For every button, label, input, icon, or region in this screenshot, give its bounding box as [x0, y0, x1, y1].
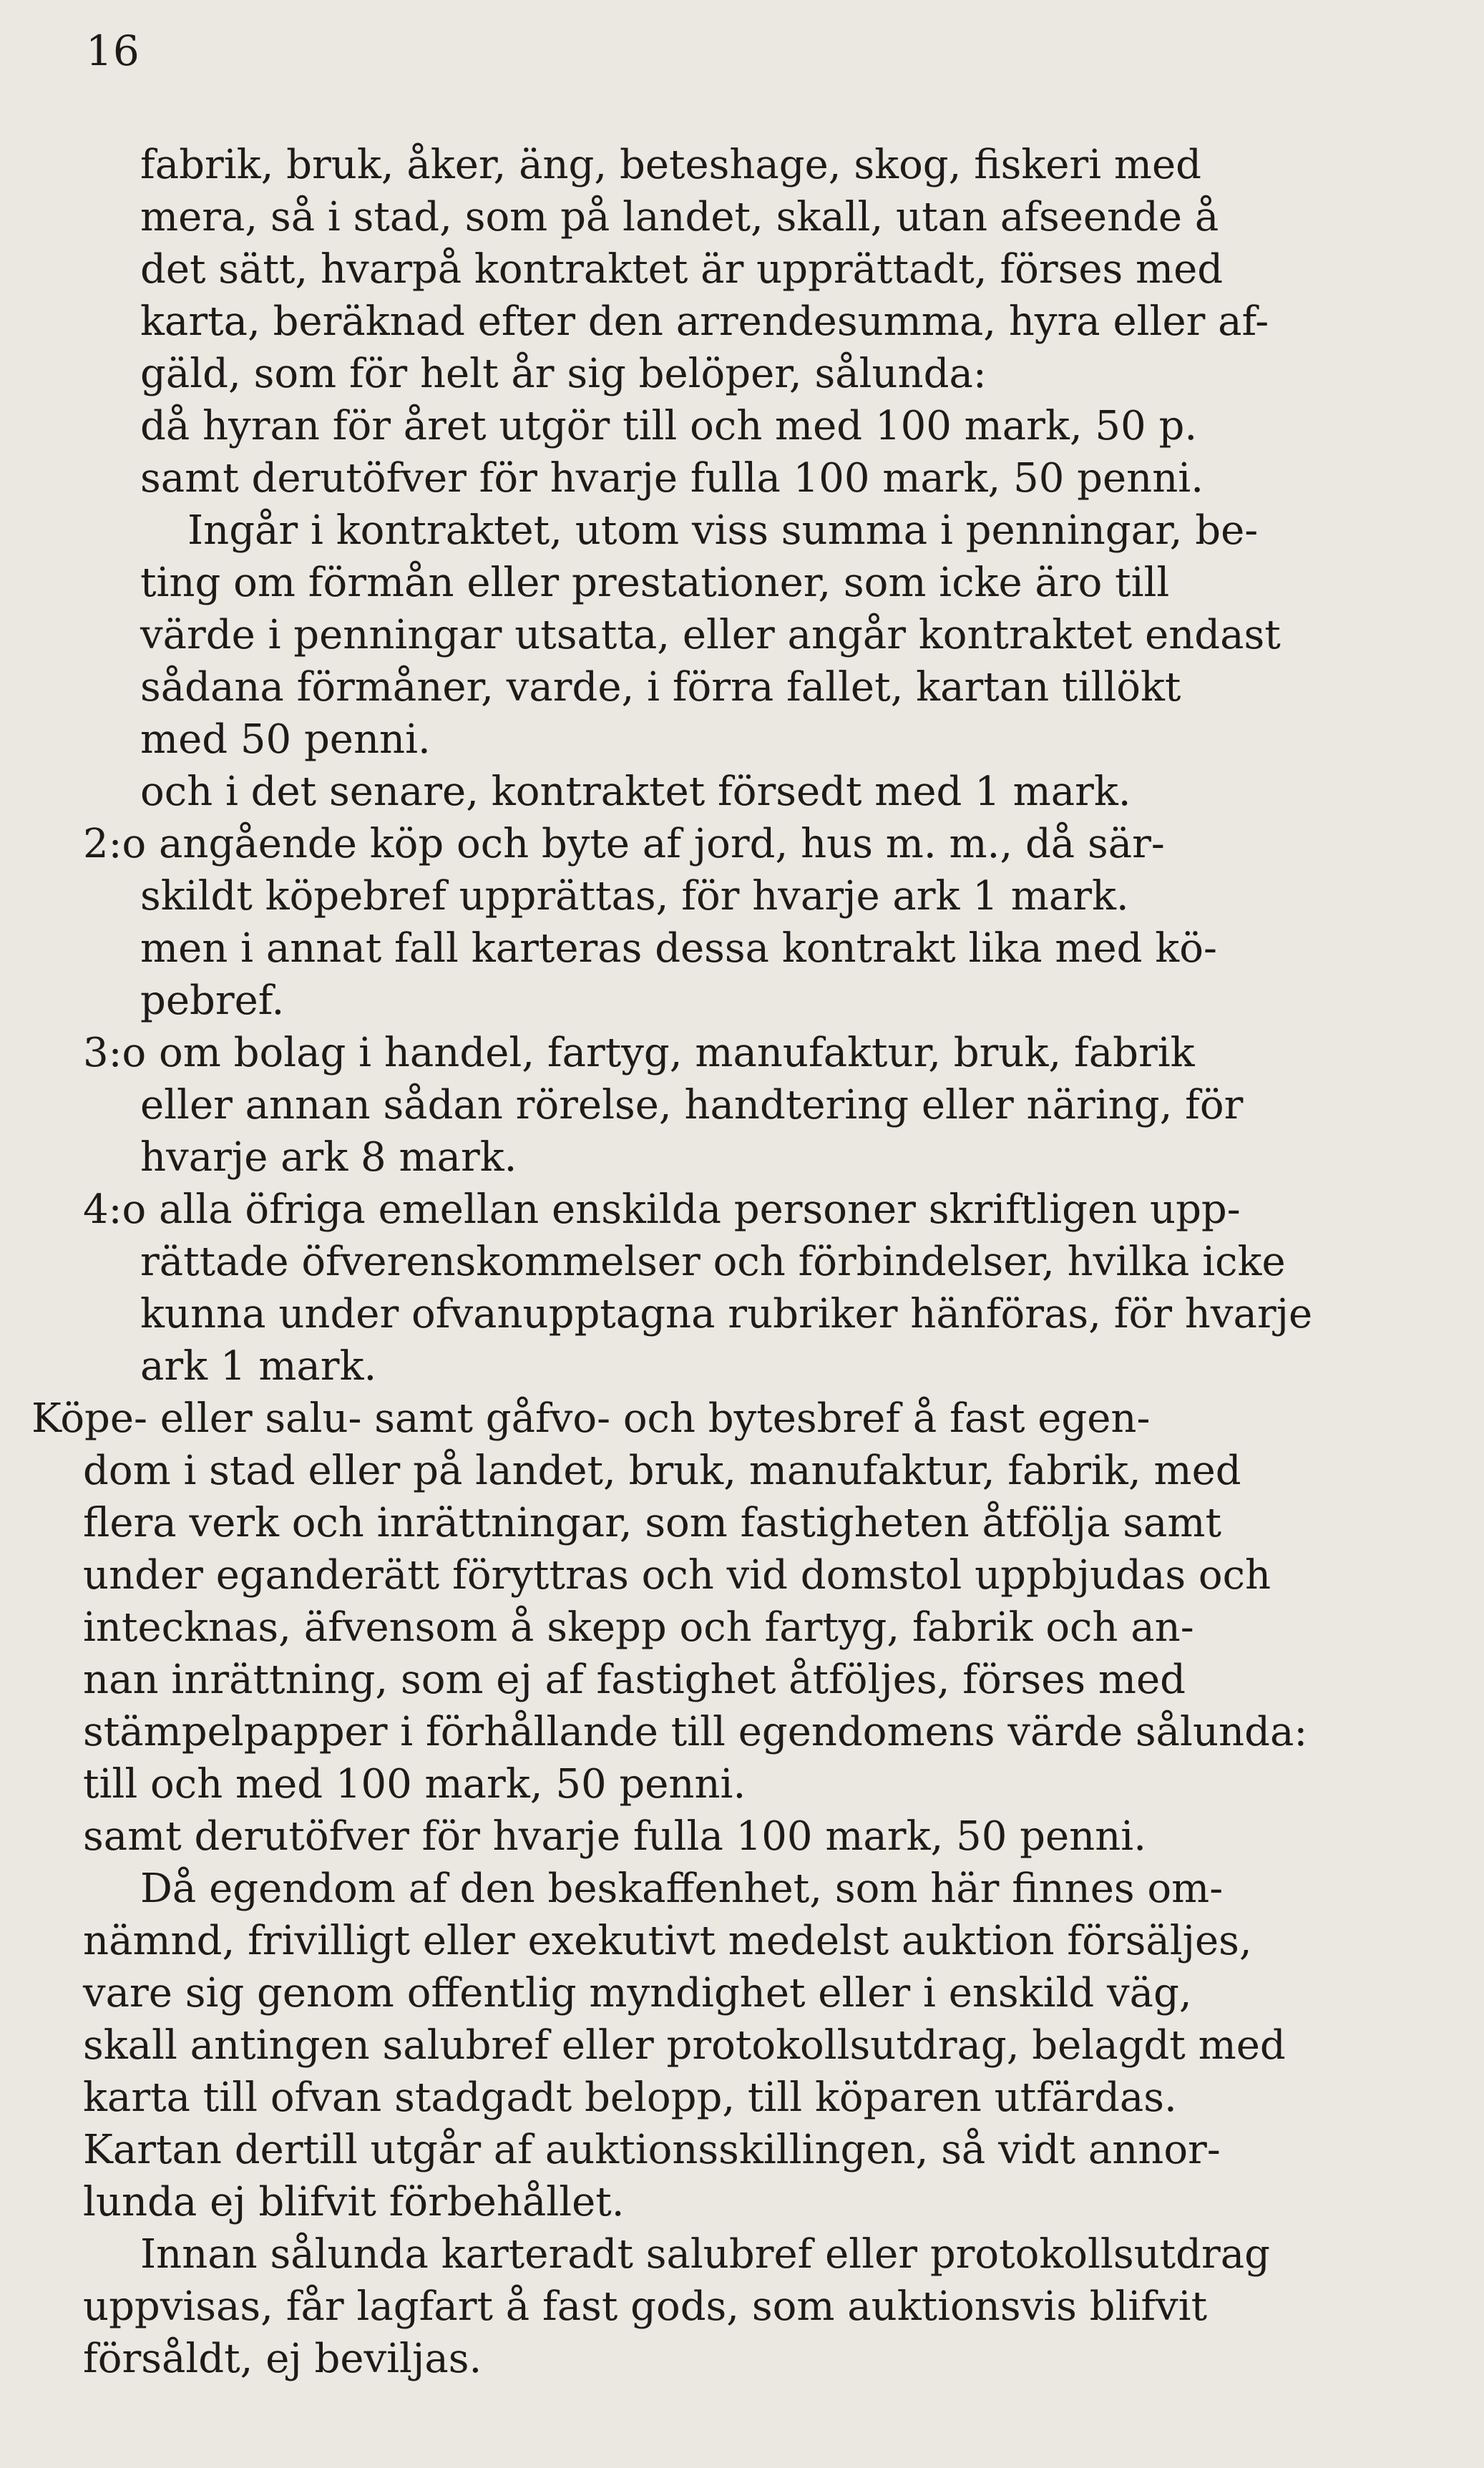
text-line: rättade öfverenskommelser och förbindelser, hvilka icke [140, 1239, 1286, 1285]
text-line: Kartan dertill utgår af auktionsskillingen, så vidt annor- [83, 2127, 1221, 2173]
text-line: värde i penningar utsatta, eller angår kontraktet endast [140, 612, 1281, 658]
text-line: nan inrättning, som ej af fastighet åtföljes, förses med [83, 1657, 1186, 1703]
text-line: samt derutöfver för hvarje fulla 100 mark, 50 penni. [140, 455, 1204, 502]
text-line: vare sig genom offentlig myndighet eller i enskild väg, [83, 1970, 1192, 2016]
text-line: karta till ofvan stadgadt belopp, till köparen utfärdas. [83, 2074, 1177, 2121]
text-line: stämpelpapper i förhållande till egendomens värde sålunda: [83, 1709, 1308, 1755]
text-line: flera verk och inrättningar, som fastigheten åtfölja samt [83, 1500, 1222, 1546]
text-line: kunna under ofvanupptagna rubriker hänföras, för hvarje [140, 1291, 1313, 1337]
text-line: sådana förmåner, varde, i förra fallet, kartan tillökt [140, 664, 1181, 711]
text-line: ting om förmån eller prestationer, som icke äro till [140, 560, 1170, 606]
text-line: nämnd, frivilligt eller exekutivt medelst auktion försäljes, [83, 1918, 1252, 1964]
text-line: intecknas, äfvensom å skepp och fartyg, fabrik och an- [83, 1604, 1194, 1651]
text-line: 4:o alla öfriga emellan enskilda personer skriftligen upp- [83, 1186, 1241, 1233]
text-line: Ingår i kontraktet, utom viss summa i penningar, be- [187, 507, 1259, 554]
text-line: Då egendom af den beskaffenhet, som här finnes om- [140, 1865, 1224, 1912]
text-line: men i annat fall karteras dessa kontrakt lika med kö- [140, 925, 1217, 972]
text-line: försåldt, ej beviljas. [83, 2336, 482, 2382]
text-line: det sätt, hvarpå kontraktet är upprättadt, förses med [140, 246, 1224, 293]
text-line: hvarje ark 8 mark. [140, 1134, 517, 1181]
text-line: mera, så i stad, som på landet, skall, utan afseende å [140, 194, 1219, 240]
section-heading-line: Köpe- eller salu- samt gåfvo- och bytesbref å fast egen- [31, 1395, 1151, 1442]
text-line: gäld, som för helt år sig belöper, sålunda: [140, 351, 987, 397]
text-line: Innan sålunda karteradt salubref eller protokollsutdrag [140, 2231, 1270, 2278]
text-line: ark 1 mark. [140, 1343, 377, 1390]
text-line: till och med 100 mark, 50 penni. [83, 1761, 746, 1808]
text-line: eller annan sådan rörelse, handtering eller näring, för [140, 1082, 1244, 1128]
text-line: 3:o om bolag i handel, fartyg, manufaktur, bruk, fabrik [83, 1030, 1195, 1076]
page-number: 16 [86, 26, 140, 75]
text-line: då hyran för året utgör till och med 100 mark, 50 p. [140, 403, 1198, 449]
text-line: och i det senare, kontraktet försedt med 1 mark. [140, 769, 1131, 815]
text-line: under eganderätt föryttras och vid domstol uppbjudas och [83, 1552, 1271, 1599]
text-line: med 50 penni. [140, 716, 431, 763]
text-line: fabrik, bruk, åker, äng, beteshage, skog, fiskeri med [140, 142, 1201, 188]
text-line: karta, beräknad efter den arrendesumma, hyra eller af- [140, 298, 1269, 345]
text-line: samt derutöfver för hvarje fulla 100 mark, 50 penni. [83, 1813, 1146, 1860]
text-line: uppvisas, får lagfart å fast gods, som auktionsvis blifvit [83, 2283, 1208, 2330]
text-line: lunda ej blifvit förbehållet. [83, 2179, 625, 2225]
text-line: skildt köpebref upprättas, för hvarje ark 1 mark. [140, 873, 1129, 920]
text-line: 2:o angående köp och byte af jord, hus m. m., då sär- [83, 821, 1165, 867]
text-line: skall antingen salubref eller protokollsutdrag, belagdt med [83, 2022, 1286, 2069]
text-line: pebref. [140, 977, 285, 1024]
text-line: dom i stad eller på landet, bruk, manufaktur, fabrik, med [83, 1448, 1241, 1494]
